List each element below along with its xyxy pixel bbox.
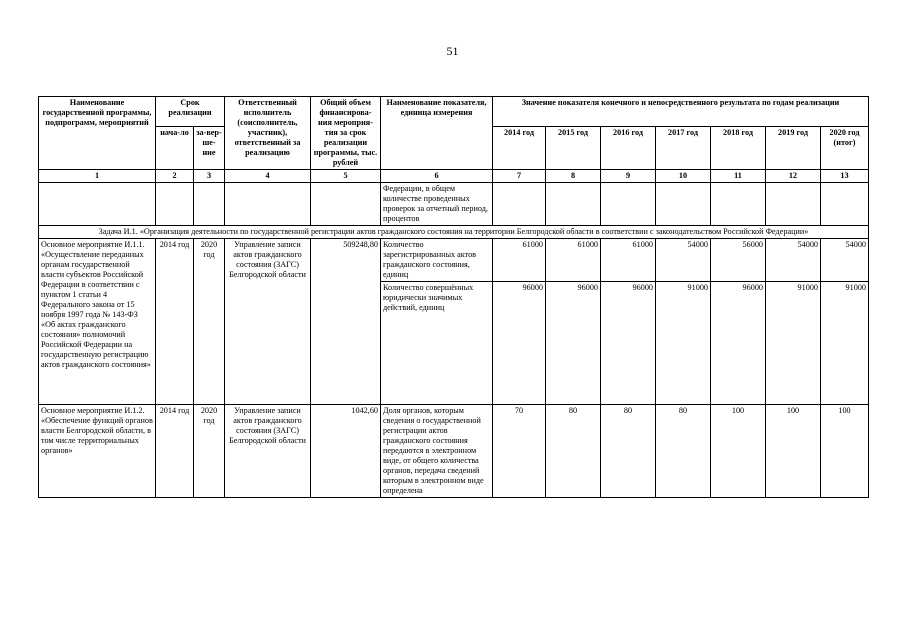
column-number: 1 <box>39 170 156 183</box>
header-name: Наименование государственной программы, подпрограмм, мероприятий <box>39 97 156 170</box>
header-year: 2020 год (итог) <box>821 126 869 169</box>
indicator-value: 70 <box>493 405 546 498</box>
header-year: 2017 год <box>656 126 711 169</box>
indicator-value: 56000 <box>711 239 766 282</box>
measure-start: 2014 год <box>156 405 194 498</box>
header-year: 2019 год <box>766 126 821 169</box>
column-number: 10 <box>656 170 711 183</box>
measure-funding: 1042,60 <box>311 405 381 498</box>
header-end: за-вер-ше-ние <box>194 126 225 169</box>
continuation-row <box>39 183 869 226</box>
indicator-value: 96000 <box>493 282 546 405</box>
measure-row <box>39 405 869 498</box>
measure-responsible: Управление записи актов гражданского состояния (ЗАГС) Белгородской области <box>225 405 311 498</box>
header-start: нача-ло <box>156 126 194 169</box>
header-responsible: Ответственный исполнитель (соисполнитель, участник), ответственный за реализацию <box>225 97 311 170</box>
column-number: 9 <box>601 170 656 183</box>
column-number: 3 <box>194 170 225 183</box>
header-year: 2014 год <box>493 126 546 169</box>
indicator-name: Доля органов, которым сведения о государственной регистрации актов гражданского состояния передаются в электронном виде, от общего количества органов, передача сведений которым в электронном виде определена <box>381 405 493 498</box>
indicator-value: 100 <box>821 405 869 498</box>
indicator-value: 61000 <box>546 239 601 282</box>
column-number: 4 <box>225 170 311 183</box>
measure-responsible: Управление записи актов гражданского состояния (ЗАГС) Белгородской области <box>225 239 311 405</box>
continuation-indicator: Федерации, в общем количестве проведенных проверок за отчетный период, процентов <box>381 183 493 226</box>
column-number: 8 <box>546 170 601 183</box>
header-period: Срок реализации <box>156 97 225 127</box>
column-number: 11 <box>711 170 766 183</box>
indicator-value: 96000 <box>546 282 601 405</box>
indicator-value: 80 <box>546 405 601 498</box>
indicator-value: 91000 <box>766 282 821 405</box>
header-year: 2015 год <box>546 126 601 169</box>
page-number: 51 <box>446 44 459 58</box>
measure-end: 2020 год <box>194 405 225 498</box>
header-funding: Общий объем финансирова-ния мероприя-тия за срок реализации программы, тыс. рублей <box>311 97 381 170</box>
indicator-value: 91000 <box>821 282 869 405</box>
column-number: 5 <box>311 170 381 183</box>
indicator-value: 80 <box>656 405 711 498</box>
measure-funding: 509248,80 <box>311 239 381 405</box>
indicator-value: 80 <box>601 405 656 498</box>
column-number: 7 <box>493 170 546 183</box>
indicator-value: 96000 <box>601 282 656 405</box>
indicator-value: 100 <box>766 405 821 498</box>
indicator-name: Количество зарегистрированных актов гражданского состояния, единиц <box>381 239 493 282</box>
task-title: Задача И.1. «Организация деятельности по государственной регистрации актов гражданского состояния на территории Белгородской области в соответствии с законодательством Российской Федерации» <box>39 226 869 239</box>
column-number: 6 <box>381 170 493 183</box>
measure-name: Основное мероприятие И.1.2. «Обеспечение функций органов власти Белгородской области, в том числе территориальных органов» <box>39 405 156 498</box>
indicator-value: 96000 <box>711 282 766 405</box>
task-row <box>39 226 869 239</box>
indicator-value: 100 <box>711 405 766 498</box>
header-indicator: Наименование показателя, единица измерения <box>381 97 493 170</box>
column-number: 2 <box>156 170 194 183</box>
measure-name: Основное мероприятие И.1.1. «Осуществление переданных органам государственной власти субъектов Российской Федерации в соответствии с пунктом 1 статьи 4 Федерального закона от 15 ноября 1997 года № 143-ФЗ «Об актах гражданского состояния» полномочий Российской Федерации на государственную регистрацию актов гражданского состояния» <box>39 239 156 405</box>
indicator-name: Количество совершённых юридически значимых действий, единиц <box>381 282 493 405</box>
measure-end: 2020 год <box>194 239 225 405</box>
header-row-1 <box>39 97 869 127</box>
column-number: 12 <box>766 170 821 183</box>
indicator-value: 54000 <box>766 239 821 282</box>
indicator-value: 61000 <box>601 239 656 282</box>
indicator-value: 54000 <box>821 239 869 282</box>
header-year: 2018 год <box>711 126 766 169</box>
measure-start: 2014 год <box>156 239 194 405</box>
column-number-row <box>39 170 869 183</box>
measure-row <box>39 239 869 282</box>
indicator-value: 91000 <box>656 282 711 405</box>
column-number: 13 <box>821 170 869 183</box>
header-values: Значение показателя конечного и непосредственного результата по годам реализации <box>493 97 869 127</box>
indicator-value: 54000 <box>656 239 711 282</box>
indicator-value: 61000 <box>493 239 546 282</box>
program-table <box>38 96 869 498</box>
header-year: 2016 год <box>601 126 656 169</box>
